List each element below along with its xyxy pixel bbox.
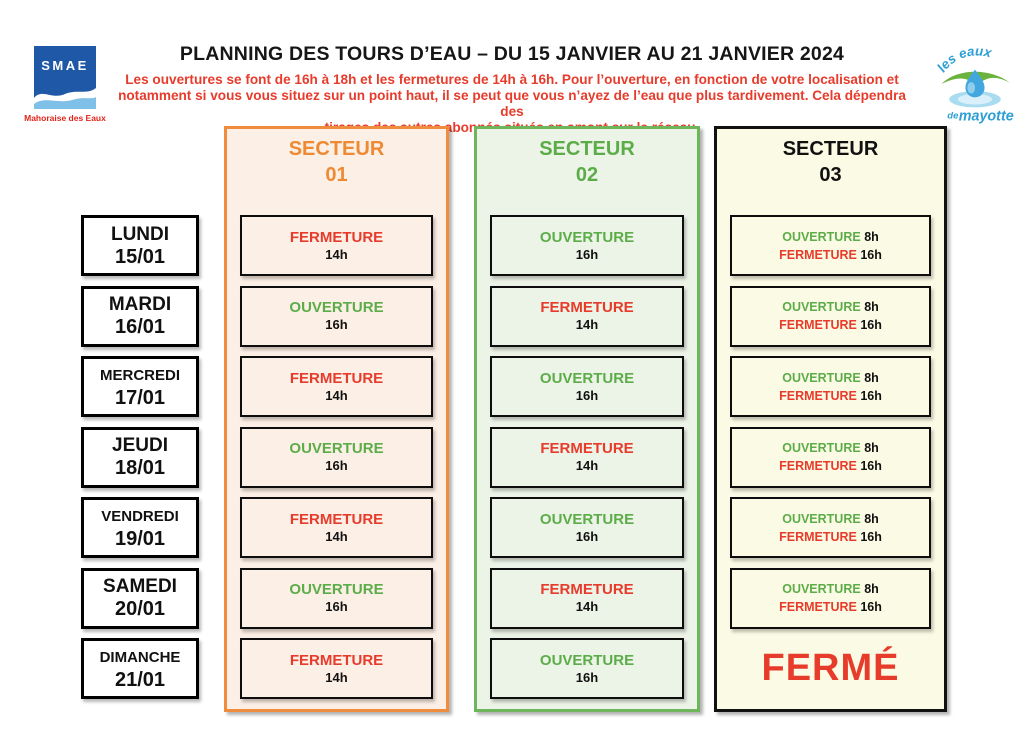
status-label: OUVERTURE bbox=[539, 510, 635, 528]
day-label bbox=[81, 215, 199, 276]
status-label: FERMETURE bbox=[540, 299, 634, 316]
schedule-cell bbox=[730, 568, 931, 629]
status-label: OUVERTURE bbox=[539, 228, 635, 246]
notice-line: notamment si vous vous situez sur un point haut, il se peut que vous n’ayez de l’eau que plus tardivement. Cela dépendra des bbox=[118, 88, 906, 119]
day-name: JEUDI bbox=[112, 435, 168, 456]
sector-title-number: 01 bbox=[325, 164, 348, 186]
status-label: OUVERTURE bbox=[289, 581, 384, 598]
schedule-cell bbox=[490, 427, 684, 488]
closed-row bbox=[730, 638, 931, 699]
page-title: PLANNING DES TOURS D’EAU – DU 15 JANVIER AU 21 JANVIER 2024 bbox=[179, 43, 845, 65]
day-label bbox=[81, 286, 199, 347]
day-name: SAMEDI bbox=[103, 576, 177, 597]
status-label: OUVERTURE bbox=[289, 440, 384, 457]
open-line: OUVERTURE 8h bbox=[782, 300, 879, 314]
open-line: OUVERTURE 8h bbox=[782, 511, 879, 526]
day-label bbox=[81, 638, 199, 699]
day-date: 18/01 bbox=[114, 457, 166, 479]
day-label bbox=[81, 427, 199, 488]
time-label: 14h bbox=[575, 458, 599, 473]
sector-title-number: 02 bbox=[575, 164, 599, 186]
schedule-cell bbox=[490, 497, 684, 558]
day-name: DIMANCHE bbox=[99, 648, 181, 666]
schedule-cell bbox=[730, 356, 931, 417]
les-eaux-de-mayotte-logo bbox=[932, 40, 1018, 128]
sector-title-number: 03 bbox=[819, 164, 842, 186]
time-label: 16h bbox=[575, 528, 599, 544]
schedule-cell bbox=[240, 356, 433, 417]
sector-03-cells bbox=[730, 215, 931, 699]
time-label: 16h bbox=[325, 458, 348, 473]
sector-title-word: SECTEUR bbox=[539, 138, 635, 160]
sector-02-panel bbox=[474, 126, 700, 712]
day-date: 15/01 bbox=[114, 245, 166, 268]
status-label: FERMETURE bbox=[289, 510, 384, 528]
day-label bbox=[81, 497, 199, 558]
open-line: OUVERTURE 8h bbox=[782, 441, 879, 455]
time-label: 14h bbox=[575, 599, 599, 614]
schedule-cell bbox=[240, 568, 433, 629]
time-label: 14h bbox=[325, 669, 348, 685]
svg-text:les eaux bbox=[934, 43, 994, 74]
day-name: VENDREDI bbox=[101, 507, 179, 525]
sector-title-word: SECTEUR bbox=[288, 138, 385, 160]
sector-title-word: SECTEUR bbox=[782, 138, 879, 160]
sector-01-title bbox=[227, 136, 446, 188]
smae-logo-caption: Mahoraise des Eaux bbox=[24, 113, 106, 123]
schedule-cell bbox=[240, 215, 433, 276]
schedule-cell bbox=[240, 427, 433, 488]
schedule-cell bbox=[730, 215, 931, 276]
notice-line: Les ouvertures se font de 16h à 18h et les fermetures de 14h à 16h. Pour l’ouverture, en fonction de votre localisation et bbox=[125, 72, 899, 87]
schedule-cell bbox=[240, 638, 433, 699]
smae-logo-text: SMAE bbox=[41, 58, 89, 73]
day-date: 17/01 bbox=[114, 386, 166, 409]
close-line: FERMETURE 16h bbox=[779, 247, 882, 262]
sector-01-panel bbox=[224, 126, 449, 712]
open-line: OUVERTURE 8h bbox=[782, 582, 879, 596]
schedule-cell bbox=[240, 286, 433, 347]
status-label: OUVERTURE bbox=[539, 651, 635, 669]
time-label: 16h bbox=[575, 387, 599, 403]
closed-label: FERMÉ bbox=[761, 647, 900, 689]
close-line: FERMETURE 16h bbox=[779, 318, 882, 332]
day-label bbox=[81, 356, 199, 417]
status-label: OUVERTURE bbox=[289, 299, 384, 316]
sector-03-title bbox=[717, 136, 944, 188]
logo-big-word: mayotte bbox=[958, 108, 1014, 125]
time-label: 16h bbox=[325, 317, 348, 332]
days-column bbox=[81, 215, 199, 699]
day-name: MERCREDI bbox=[99, 366, 180, 384]
wave-icon bbox=[34, 83, 96, 109]
status-label: OUVERTURE bbox=[539, 369, 635, 387]
logo-small-word: de bbox=[947, 110, 959, 122]
close-line: FERMETURE 16h bbox=[779, 529, 882, 544]
sector-02-title bbox=[477, 136, 697, 188]
time-label: 14h bbox=[575, 317, 599, 332]
time-label: 16h bbox=[575, 246, 599, 262]
time-label: 14h bbox=[325, 528, 348, 544]
close-line: FERMETURE 16h bbox=[779, 600, 882, 614]
sector-03-panel bbox=[714, 126, 947, 712]
open-line: OUVERTURE 8h bbox=[782, 229, 879, 244]
day-date: 21/01 bbox=[114, 668, 166, 691]
status-label: FERMETURE bbox=[540, 581, 634, 598]
logo-arc-text: les eaux bbox=[934, 43, 994, 75]
close-line: FERMETURE 16h bbox=[779, 388, 882, 403]
sector-02-cells bbox=[490, 215, 684, 699]
day-name: MARDI bbox=[108, 294, 172, 315]
schedule-cell bbox=[490, 356, 684, 417]
time-label: 16h bbox=[575, 669, 599, 685]
day-date: 20/01 bbox=[114, 598, 166, 620]
day-name: LUNDI bbox=[110, 223, 170, 245]
schedule-cell bbox=[730, 286, 931, 347]
schedule-cell bbox=[490, 638, 684, 699]
status-label: FERMETURE bbox=[289, 228, 384, 246]
schedule-cell bbox=[240, 497, 433, 558]
schedule-cell bbox=[730, 497, 931, 558]
schedule-cell bbox=[730, 427, 931, 488]
schedule-cell bbox=[490, 568, 684, 629]
time-label: 14h bbox=[325, 246, 348, 262]
schedule-cell bbox=[490, 286, 684, 347]
notice-line: abonnés bbox=[444, 120, 501, 135]
status-label: FERMETURE bbox=[289, 369, 384, 387]
status-label: FERMETURE bbox=[289, 651, 384, 669]
schedule-cell bbox=[490, 215, 684, 276]
open-line: OUVERTURE 8h bbox=[782, 370, 879, 385]
day-date: 19/01 bbox=[114, 527, 166, 550]
day-label bbox=[81, 568, 199, 629]
status-label: FERMETURE bbox=[540, 440, 634, 457]
time-label: 16h bbox=[325, 599, 348, 614]
day-date: 16/01 bbox=[114, 316, 166, 338]
time-label: 14h bbox=[325, 387, 348, 403]
sector-01-cells bbox=[240, 215, 433, 699]
close-line: FERMETURE 16h bbox=[779, 459, 882, 473]
